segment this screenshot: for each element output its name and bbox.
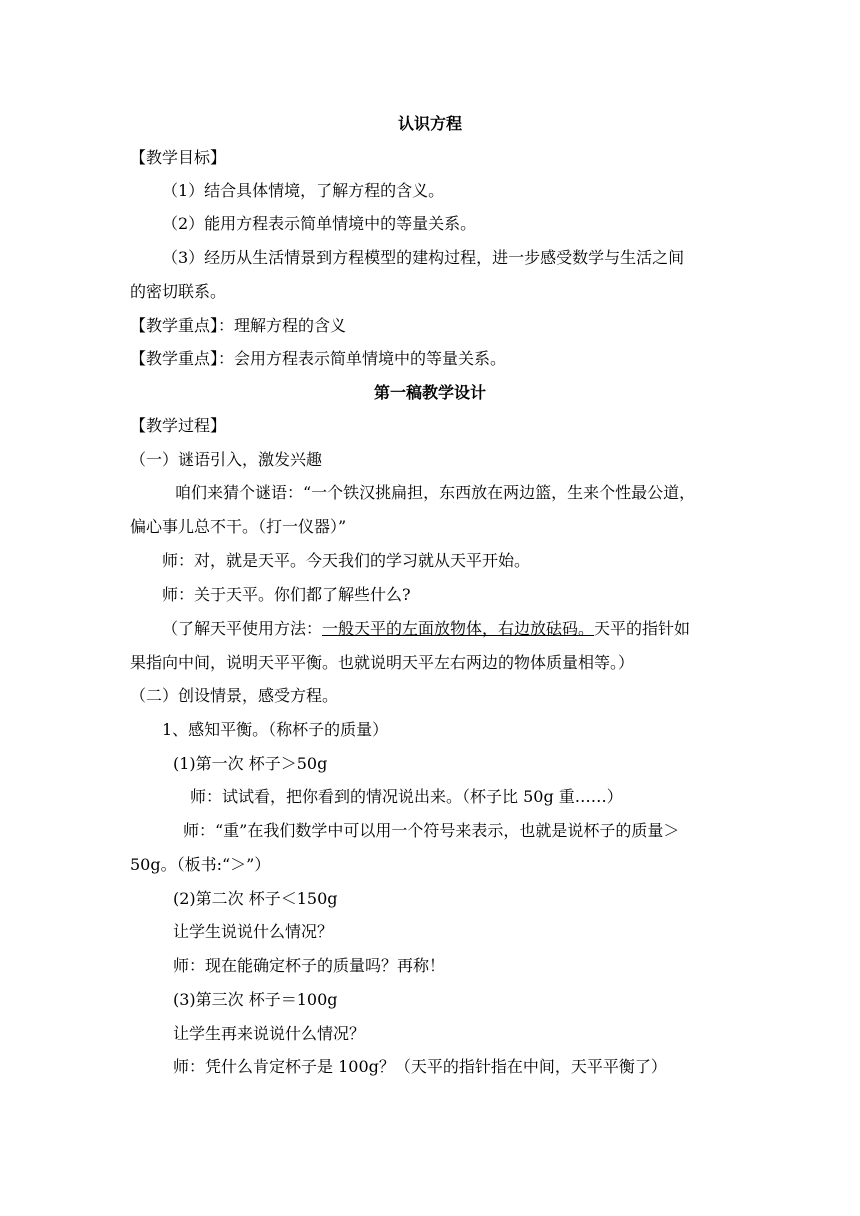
usage-note-underlined: 一般天平的左面放物体，右边放砝码。 — [322, 619, 595, 638]
key-point-1-label: 【教学重点】 — [130, 316, 219, 335]
objectives-header: 【教学目标】 — [130, 148, 227, 167]
weigh-second: (2)第二次 杯子＜150g — [173, 889, 338, 908]
weigh-third: (3)第三次 杯子＝100g — [173, 990, 338, 1009]
key-point-2-label: 【教学重点】 — [130, 349, 219, 368]
page-title: 认识方程 — [397, 114, 462, 133]
key-point-1-text: ：理解方程的含义 — [218, 316, 347, 335]
weigh-second-question: 让学生说说什么情况？ — [173, 922, 334, 941]
process-header: 【教学过程】 — [130, 416, 227, 435]
teacher-line-1: 师：对，就是天平。今天我们的学习就从天平开始。 — [162, 551, 531, 570]
riddle-line-2: 偏心事儿总不干。（打一仪器）” — [130, 517, 347, 536]
objective-3-cont: 的密切联系。 — [130, 282, 227, 301]
part1-heading: （一）谜语引入，激发兴趣 — [130, 450, 323, 469]
section-title: 第一稿教学设计 — [373, 383, 486, 402]
key-point-1 — [130, 316, 346, 336]
objective-2: （2）能用方程表示简单情境中的等量关系。 — [162, 214, 477, 233]
weigh-second-teacher: 师：现在能确定杯子的质量吗？再称！ — [173, 956, 446, 975]
step-1: 1、感知平衡。（称杯子的质量） — [162, 720, 389, 739]
weigh-third-question: 让学生再来说说什么情况？ — [173, 1024, 366, 1043]
weigh-first: (1)第一次 杯子＞50g — [173, 754, 328, 773]
teacher-line-2: 师：关于天平。你们都了解些什么? — [162, 585, 411, 604]
weigh-third-teacher: 师：凭什么肯定杯子是 100g？（天平的指针指在中间，天平平衡了） — [173, 1057, 667, 1076]
weigh-first-teacher: 师：试试看，把你看到的情况说出来。（杯子比 50g 重……） — [190, 787, 623, 806]
usage-note — [162, 619, 690, 639]
usage-note-line-2: 果指向中间，说明天平平衡。也就说明天平左右两边的物体质量相等。） — [130, 653, 635, 672]
part2-heading: （二）创设情景，感受方程。 — [130, 686, 339, 705]
riddle-line-1: 咱们来猜个谜语：“一个铁汉挑扁担，东西放在两边篮，生来个性最公道， — [175, 483, 696, 502]
usage-note-suffix: 天平的指针如 — [594, 619, 691, 638]
key-point-2 — [130, 349, 506, 369]
objective-1: （1）结合具体情境，了解方程的含义。 — [162, 181, 445, 200]
symbol-line-1: 师：“重”在我们数学中可以用一个符号来表示，也就是说杯子的质量＞ — [183, 821, 680, 840]
objective-3: （3）经历从生活情景到方程模型的建构过程，进一步感受数学与生活之间 — [162, 248, 685, 267]
usage-note-prefix: （了解天平使用方法： — [162, 619, 323, 638]
symbol-line-2: 50g。（板书:“＞”） — [130, 855, 271, 874]
key-point-2-text: ：会用方程表示简单情境中的等量关系。 — [218, 349, 507, 368]
